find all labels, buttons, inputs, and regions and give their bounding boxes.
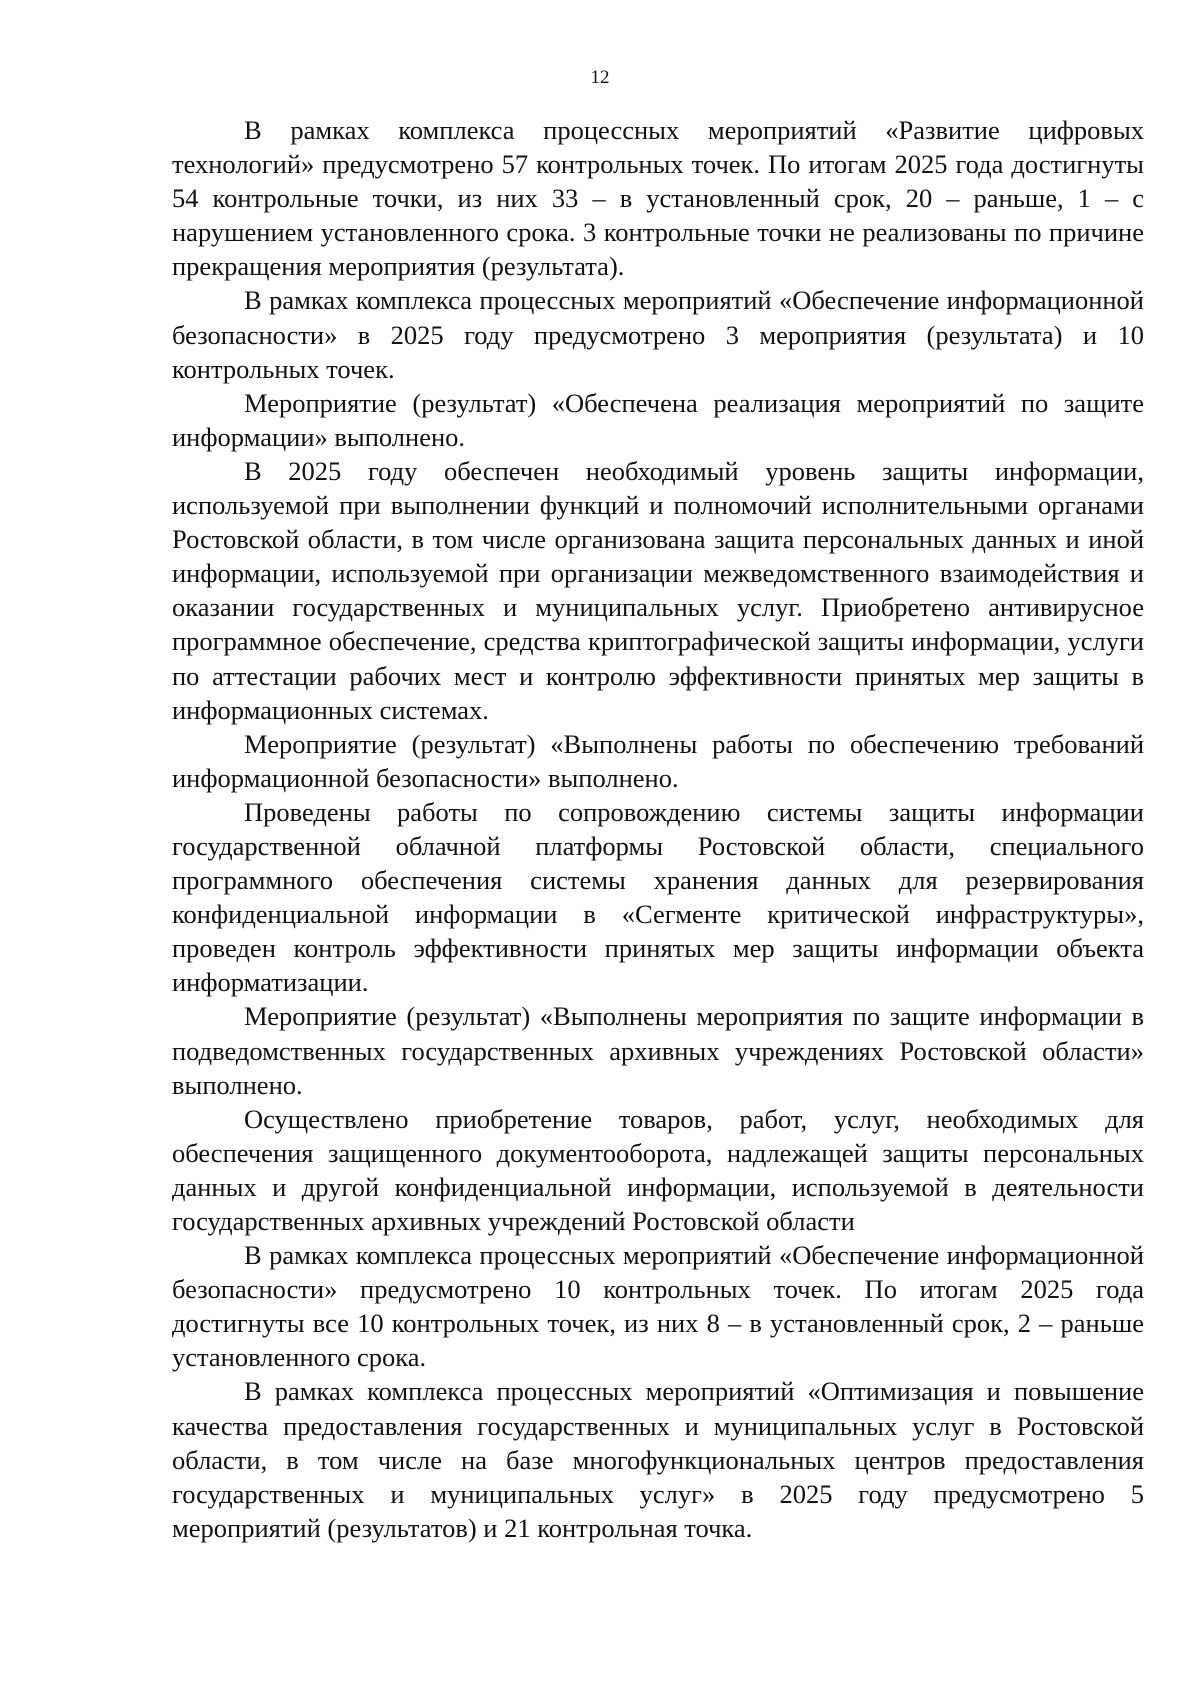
- page-number: 12: [590, 67, 610, 88]
- paragraph-measure-archives: Мероприятие (результат) «Выполнены мероприятия по защите информации в подведомственных государственных архивных учреждениях Ростовской области» выполнено.: [172, 1001, 1144, 1100]
- paragraph-digital-technologies: В рамках комплекса процессных мероприятий «Развитие цифровых технологий» предусмотрено 57 контрольных точек. По итогам 2025 года достигнуты 54 контрольные точки, из них 33 – в установленный срок, 20 – раньше, 1 – с нарушением установленного срока. 3 контрольные точки не реализованы по причине прекращения мероприятия (результата).: [172, 115, 1144, 282]
- paragraph-info-security-checkpoints: В рамках комплекса процессных мероприятий «Обеспечение информационной безопасности» предусмотрено 10 контрольных точек. По итогам 2025 года достигнуты все 10 контрольных точек, из них 8 – в установленный срок, 2 – раньше установленного срока.: [172, 1240, 1144, 1373]
- paragraph-archives-procurement: Осуществлено приобретение товаров, работ, услуг, необходимых для обеспечения защищенного документооборота, надлежащей защиты персональных данных и другой конфиденциальной информации, используемой в деятельности государственных архивных учреждений Ростовской области: [172, 1103, 1144, 1236]
- paragraph-cloud-platform-works: Проведены работы по сопровождению системы защиты информации государственной облачной платформы Ростовской области, специального программного обеспечения системы хранения данных для резервирования конфиденциальной информации в «Сегменте критической инфраструктуры», проведен контроль эффективности принятых мер защиты информации объекта информатизации.: [172, 796, 1144, 998]
- paragraph-measure-security-requirements: Мероприятие (результат) «Выполнены работы по обеспечению требований информационной безопасности» выполнено.: [172, 728, 1144, 793]
- paragraph-info-security-intro: В рамках комплекса процессных мероприятий «Обеспечение информационной безопасности» в 2025 году предусмотрено 3 мероприятия (результата) и 10 контрольных точек.: [172, 285, 1144, 384]
- paragraph-protection-level: В 2025 году обеспечен необходимый уровень защиты информации, используемой при выполнении функций и полномочий исполнительными органами Ростовской области, в том числе организована защита персональных данных и иной информации, используемой при организации межведомственного взаимодействия и оказании государственных и муниципальных услуг. Приобретено антивирусное программное обеспечение, средства криптографической защиты информации, услуги по аттестации рабочих мест и контролю эффективности принятых мер защиты в информационных системах.: [172, 455, 1144, 725]
- document-body: [172, 113, 1144, 1545]
- paragraph-public-services-optimization: В рамках комплекса процессных мероприятий «Оптимизация и повышение качества предоставления государственных и муниципальных услуг в Ростовской области, в том числе на базе многофункциональных центров предоставления государственных и муниципальных услуг» в 2025 году предусмотрено 5 мероприятий (результатов) и 21 контрольная точка.: [172, 1376, 1144, 1543]
- paragraph-measure-info-protection: Мероприятие (результат) «Обеспечена реализация мероприятий по защите информации» выполнено.: [172, 387, 1144, 452]
